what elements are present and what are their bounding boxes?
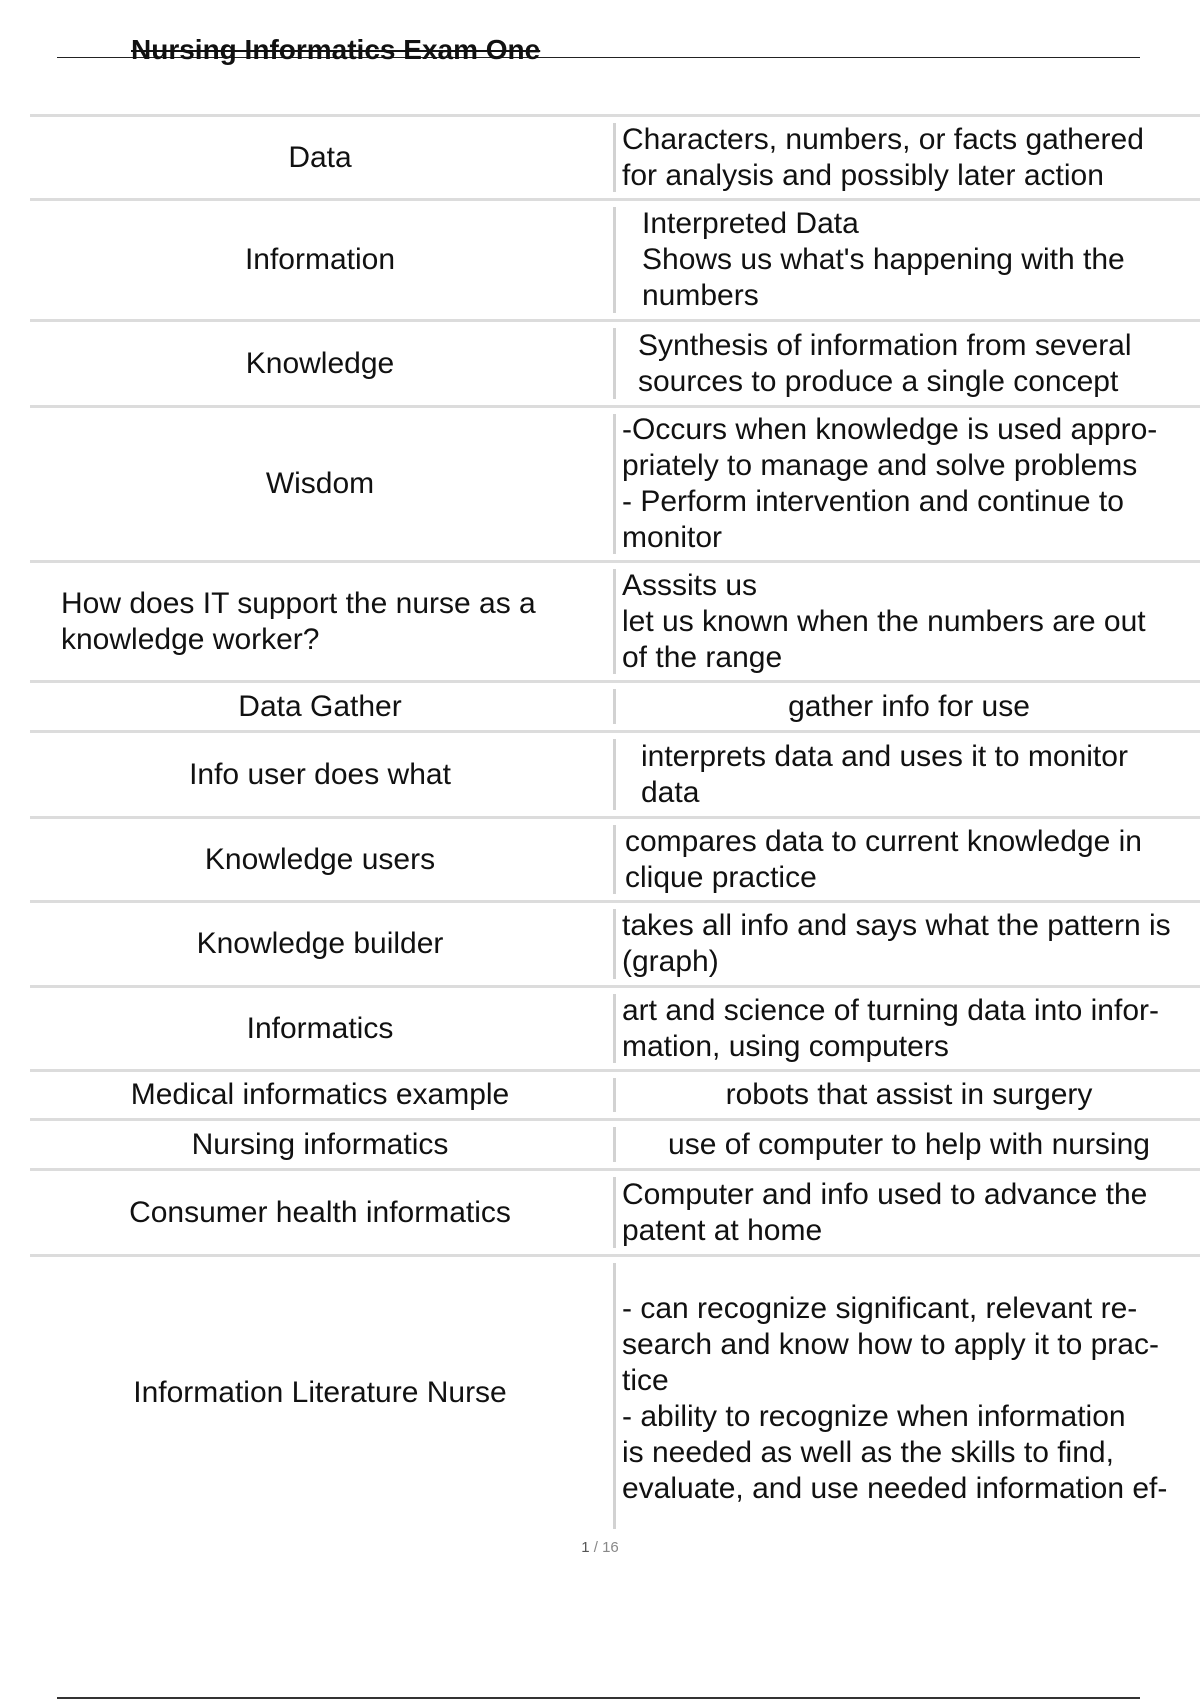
card-term: Medical informatics example xyxy=(130,1078,510,1111)
card-row xyxy=(30,985,1200,1069)
card-definition: art and science of turning data into infor- mation, using computers xyxy=(622,993,1159,1063)
card-row xyxy=(30,900,1200,985)
card-row xyxy=(30,1118,1200,1168)
page-current: 1 xyxy=(581,1539,590,1556)
column-divider xyxy=(613,1177,616,1248)
card-definition: use of computer to help with nursing xyxy=(668,1127,1150,1161)
card-term: Nursing informatics xyxy=(191,1127,449,1161)
card-definition: gather info for use xyxy=(788,689,1030,723)
card-row xyxy=(30,319,1200,405)
card-definition: Characters, numbers, or facts gathered for analysis and possibly later action xyxy=(622,122,1144,192)
column-divider xyxy=(613,569,616,674)
column-divider xyxy=(613,414,616,554)
card-row xyxy=(30,1254,1200,1529)
card-term: How does IT support the nurse as a knowledge worker? xyxy=(61,586,536,656)
card-definition: compares data to current knowledge in clique practice xyxy=(625,824,1142,894)
column-divider xyxy=(613,739,616,810)
column-divider xyxy=(613,1127,616,1162)
column-divider xyxy=(613,994,616,1063)
column-divider xyxy=(613,825,616,894)
card-definition: interprets data and uses it to monitor data xyxy=(641,739,1128,809)
card-term: Data xyxy=(288,140,352,174)
card-term: Knowledge xyxy=(245,346,395,380)
card-row xyxy=(30,1069,1200,1118)
card-term: Information Literature Nurse xyxy=(133,1376,507,1409)
column-divider xyxy=(613,1263,616,1529)
card-row xyxy=(30,560,1200,680)
card-definition: Interpreted Data Shows us what's happening with the numbers xyxy=(642,207,1125,312)
bottom-rule xyxy=(57,1697,1140,1699)
card-row xyxy=(30,1168,1200,1254)
card-term: Wisdom xyxy=(265,467,375,500)
card-term: Data Gather xyxy=(238,689,402,723)
card-term: Informatics xyxy=(246,1011,394,1045)
card-definition: robots that assist in surgery xyxy=(725,1078,1093,1111)
card-row xyxy=(30,816,1200,900)
card-row xyxy=(30,405,1200,560)
card-definition: -Occurs when knowledge is used appro- priately to manage and solve problems - Perform intervention and continue to monitor xyxy=(622,413,1158,554)
card-term: Knowledge builder xyxy=(196,927,444,960)
card-definition: Synthesis of information from several sources to produce a single concept xyxy=(638,328,1132,398)
card-definition: takes all info and says what the pattern is (graph) xyxy=(622,909,1171,978)
page-total: 16 xyxy=(602,1539,619,1556)
column-divider xyxy=(613,328,616,399)
card-row xyxy=(30,730,1200,816)
card-row xyxy=(30,114,1200,198)
card-row xyxy=(30,680,1200,730)
card-term: Consumer health informatics xyxy=(129,1195,511,1229)
card-definition: Asssits us let us known when the numbers are out of the range xyxy=(622,568,1146,674)
card-definition: - can recognize significant, relevant re- search and know how to apply it to prac- tice - ability to recognize when information is needed as well as the skills to find, evaluate, and use needed information ef- xyxy=(622,1292,1168,1505)
page-title: Nursing Informatics Exam One xyxy=(131,34,541,65)
column-divider xyxy=(613,909,616,979)
column-divider xyxy=(613,689,616,724)
card-definition: Computer and info used to advance the patent at home xyxy=(622,1177,1148,1247)
card-term: Information xyxy=(244,243,396,276)
card-term: Knowledge users xyxy=(204,842,436,876)
column-divider xyxy=(613,123,616,192)
column-divider xyxy=(613,207,616,313)
page-indicator xyxy=(0,1539,1200,1556)
page-separator: / xyxy=(589,1539,603,1556)
column-divider xyxy=(613,1078,616,1112)
card-term: Info user does what xyxy=(189,757,451,791)
card-row xyxy=(30,198,1200,319)
